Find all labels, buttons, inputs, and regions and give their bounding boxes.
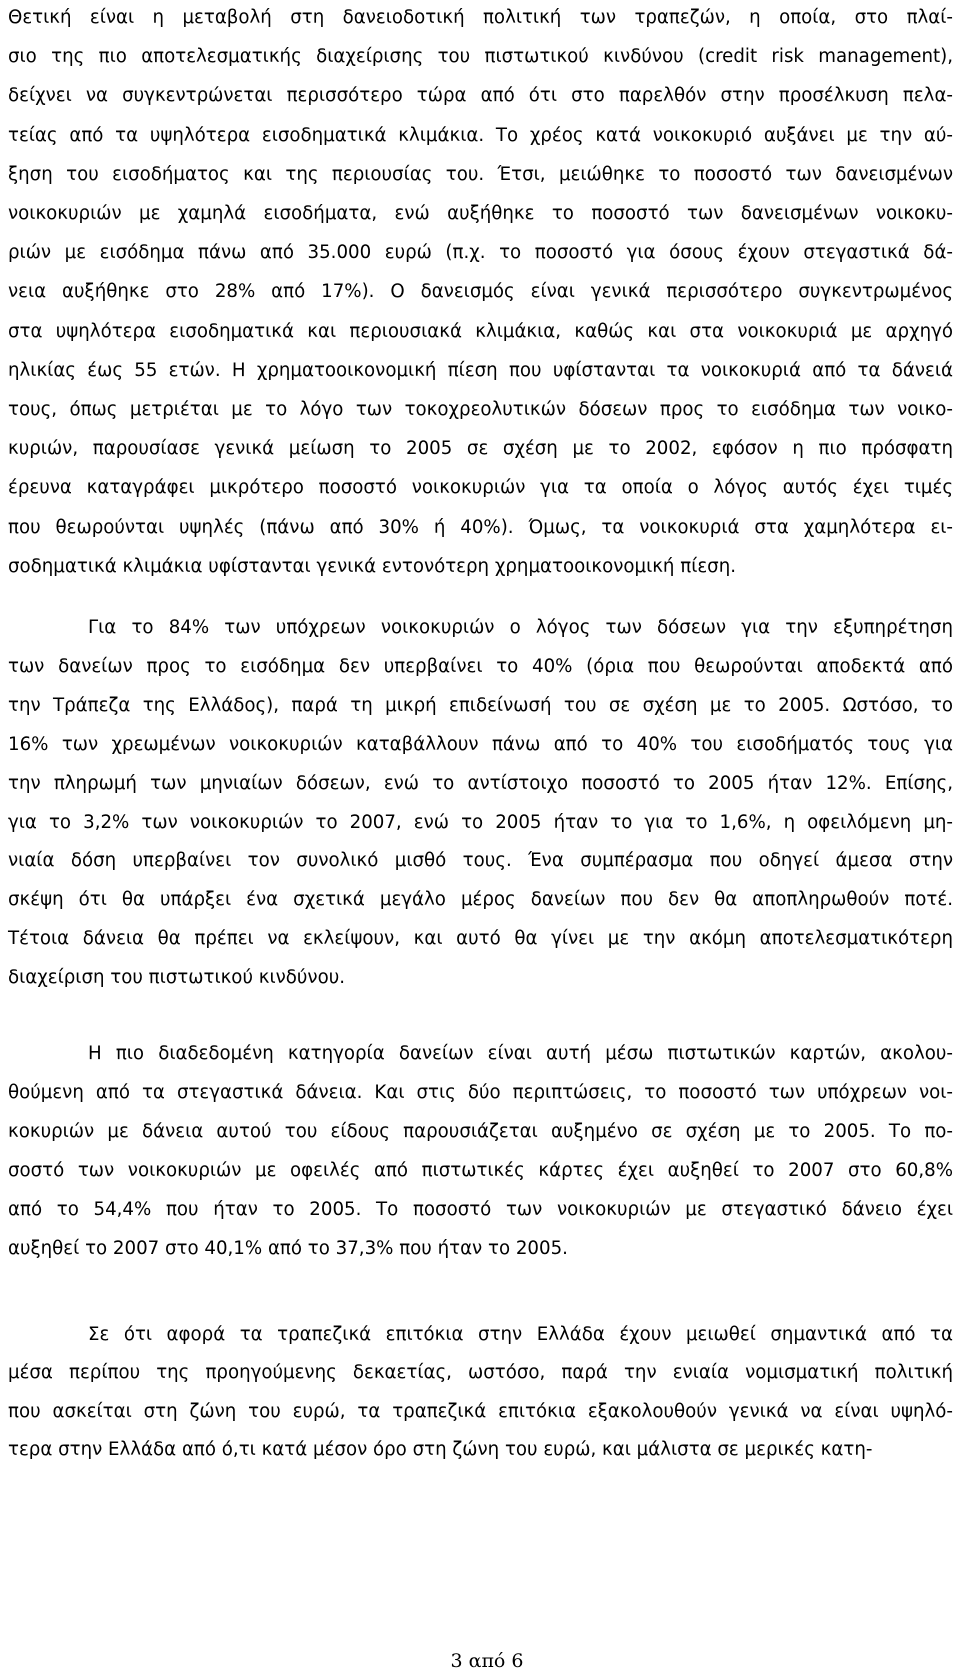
text-line: Θετική είναι η μεταβολή στη δανειοδοτική πολιτική των τραπεζών, η οποία, στο πλαί- bbox=[8, 7, 953, 28]
page-number-footer: 3 από 6 bbox=[450, 1650, 524, 1672]
text-line: έρευνα καταγράφει μικρότερο ποσοστό νοικοκυριών για τα οποία ο λόγος αυτός έχει τιμές bbox=[8, 477, 953, 499]
text-line: θούμενη από τα στεγαστικά δάνεια. Και στις δύο περιπτώσεις, το ποσοστό των υπόχρεων νοι- bbox=[8, 1081, 953, 1103]
text-line: ριών με εισόδημα πάνω από 35.000 ευρώ (π.χ. το ποσοστό για όσους έχουν στεγαστικά δά- bbox=[8, 242, 953, 264]
text-line: νοικοκυριών με χαμηλά εισοδήματα, ενώ αυξήθηκε το ποσοστό των δανεισμένων νοικοκυ- bbox=[8, 203, 953, 224]
text-line: τερα στην Ελλάδα από ό,τι κατά μέσον όρο στη ζώνη του ευρώ, και μάλιστα σε μερικές κατη- bbox=[8, 1438, 873, 1460]
text-line: την Τράπεζα της Ελλάδος), παρά τη μικρή επιδείνωσή του σε σχέση με το 2005. Ωστόσο, το bbox=[8, 694, 953, 716]
text-line: τείας από τα υψηλότερα εισοδηματικά κλιμάκια. Το χρέος κατά νοικοκυριό αυξάνει με την αύ- bbox=[8, 124, 953, 146]
text-line: σοδηματικά κλιμάκια υφίστανται γενικά εντονότερη χρηματοοικονομική πίεση. bbox=[8, 555, 737, 577]
text-line: αυξηθεί το 2007 στο 40,1% από το 37,3% που ήταν το 2005. bbox=[8, 1237, 568, 1259]
text-line: στα υψηλότερα εισοδηματικά και περιουσιακά κλιμάκια, καθώς και στα νοικοκυριά με αρχηγό bbox=[8, 320, 953, 342]
text-line: νιαία δόση υπερβαίνει τον συνολικό μισθό τους. Ένα συμπέρασμα που οδηγεί άμεσα στην bbox=[8, 850, 953, 872]
text-line: Για το 84% των υπόχρεων νοικοκυριών ο λόγος των δόσεων για την εξυπηρέτηση bbox=[88, 617, 953, 638]
text-line: ξηση του εισοδήματος και της περιουσίας του. Έτσι, μειώθηκε το ποσοστό των δανεισμένων bbox=[8, 163, 953, 185]
text-line: Σε ότι αφορά τα τραπεζικά επιτόκια στην Ελλάδα έχουν μειωθεί σημαντικά από τα bbox=[88, 1324, 953, 1345]
text-line: 16% των χρεωμένων νοικοκυριών καταβάλλουν πάνω από το 40% του εισοδήματός τους για bbox=[8, 733, 953, 755]
text-line: δείχνει να συγκεντρώνεται περισσότερο τώρα από ότι στο παρελθόν στην προσέλκυση πελα- bbox=[8, 85, 953, 107]
text-line: κυριών, παρουσίασε γενικά μείωση το 2005 σε σχέση με το 2002, εφόσον η πιο πρόσφατη bbox=[8, 438, 953, 460]
text-line: σκέψη ότι θα υπάρξει ένα σχετικά μεγάλο μέρος δανείων που δεν θα αποπληρωθούν ποτέ. bbox=[8, 889, 953, 911]
text-line: την πληρωμή των μηνιαίων δόσεων, ενώ το αντίστοιχο ποσοστό το 2005 ήταν 12%. Επίσης, bbox=[8, 772, 953, 794]
text-line: για το 3,2% των νοικοκυριών το 2007, ενώ το 2005 ήταν το για το 1,6%, η οφειλόμενη μη- bbox=[8, 811, 953, 833]
text-line: Τέτοια δάνεια θα πρέπει να εκλείψουν, και αυτό θα γίνει με την ακόμη αποτελεσματικότερη bbox=[8, 928, 953, 950]
text-line: σιο της πιο αποτελεσματικής διαχείρισης του πιστωτικού κινδύνου (credit risk management), bbox=[8, 46, 953, 68]
text-line: νεια αυξήθηκε στο 28% από 17%). Ο δανεισμός είναι γενικά περισσότερο συγκεντρωμένος bbox=[8, 281, 953, 303]
text-line: ηλικίας έως 55 ετών. Η χρηματοοικονομική πίεση που υφίστανται τα νοικοκυριά από τα δάνειά bbox=[8, 359, 953, 381]
text-line: τους, όπως μετριέται με το λόγο των τοκοχρεολυτικών δόσεων προς το εισόδημα των νοικο- bbox=[8, 399, 953, 420]
text-line: διαχείριση του πιστωτικού κινδύνου. bbox=[8, 967, 346, 989]
text-line: μέσα περίπου της προηγούμενης δεκαετίας, ωστόσο, παρά την ενιαία νομισματική πολιτική bbox=[8, 1362, 953, 1384]
text-line: που ασκείται στη ζώνη του ευρώ, τα τραπεζικά επιτόκια εξακολουθούν γενικά να είναι υψηλό- bbox=[8, 1400, 953, 1422]
text-line: των δανείων προς το εισόδημα δεν υπερβαίνει το 40% (όρια που θεωρούνται αποδεκτά από bbox=[8, 655, 953, 677]
text-line: κοκυριών με δάνεια αυτού του είδους παρουσιάζεται αυξημένο σε σχέση με το 2005. Το πο- bbox=[8, 1120, 953, 1142]
text-line: σοστό των νοικοκυριών με οφειλές από πιστωτικές κάρτες έχει αυξηθεί το 2007 στο 60,8% bbox=[8, 1159, 953, 1181]
text-line: από το 54,4% που ήταν το 2005. Το ποσοστό των νοικοκυριών με στεγαστικό δάνειο έχει bbox=[8, 1198, 953, 1220]
text-line: που θεωρούνται υψηλές (πάνω από 30% ή 40%). Όμως, τα νοικοκυριά στα χαμηλότερα ει- bbox=[8, 516, 953, 538]
text-line: Η πιο διαδεδομένη κατηγορία δανείων είναι αυτή μέσω πιστωτικών καρτών, ακολου- bbox=[88, 1043, 953, 1064]
